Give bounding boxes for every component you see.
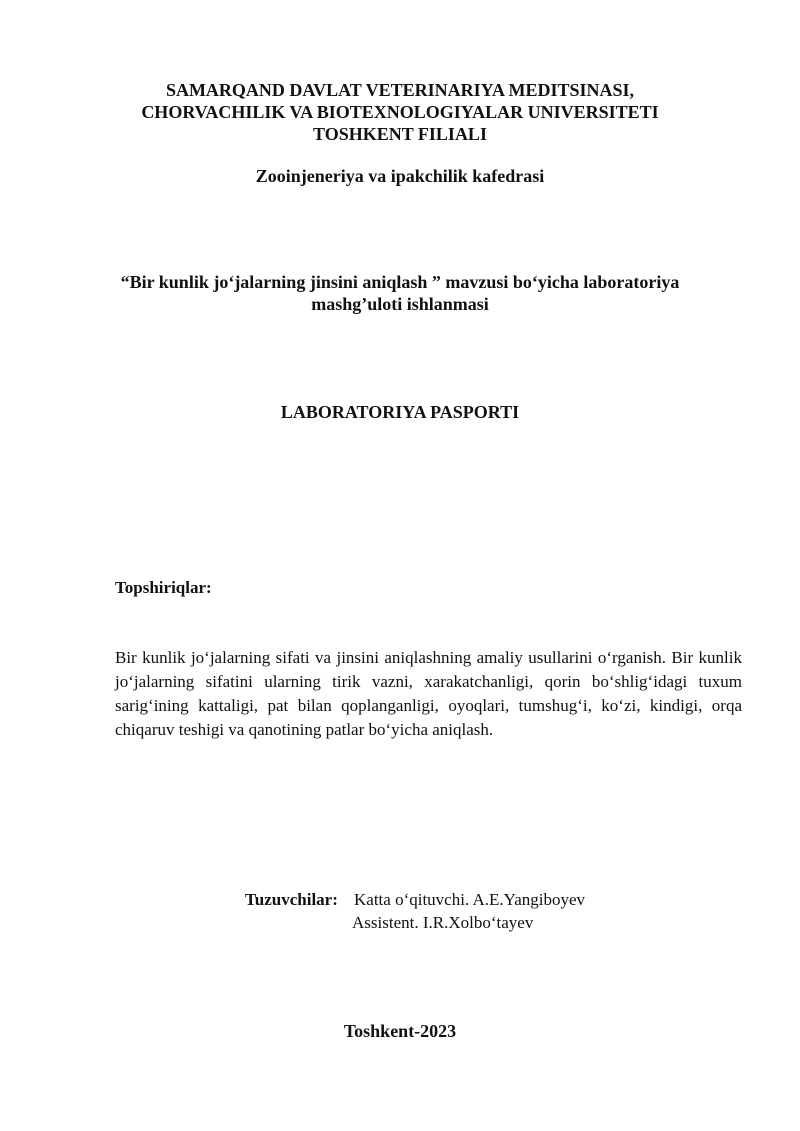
tasks-body: Bir kunlik jo‘jalarning sifati va jinsini aniqlashning amaliy usullarini o‘rganish. Bir kunlik jo‘jalarning sifatini ularning tirik vazni, xarakatchanligi, qorin bo‘shlig‘idagi tuxum sarig‘ining kattaligi, pat bilan qoplanganligi, oyoqlari, tumshug‘i, ko‘zi, kindigi, orqa chiqaruv teshigi va qanotining patlar bo‘yicha aniqlash. bbox=[115, 648, 742, 739]
topic-title bbox=[0, 271, 800, 315]
university-name bbox=[0, 79, 800, 145]
footer-place-year: Toshkent-2023 bbox=[343, 1021, 457, 1041]
author-2: Assistent. I.R.Xolbo‘tayev bbox=[352, 913, 534, 932]
university-line-3: TOSHKENT FILIALI bbox=[313, 124, 487, 144]
university-line-1: SAMARQAND DAVLAT VETERINARIYA MEDITSINASI, bbox=[165, 80, 635, 100]
authors-label: Tuzuvchilar: bbox=[245, 890, 338, 909]
university-line-2: CHORVACHILIK VA BIOTEXNOLOGIYALAR UNIVERSITETI bbox=[141, 102, 659, 122]
topic-line-2: mashg’uloti ishlanmasi bbox=[311, 294, 489, 314]
document-title: LABORATORIYA PASPORTI bbox=[280, 402, 520, 422]
department-name: Zooinjeneriya va ipakchilik kafedrasi bbox=[255, 166, 545, 186]
author-1: Katta o‘qituvchi. A.E.Yangiboyev bbox=[354, 890, 586, 909]
tasks-heading: Topshiriqlar: bbox=[115, 578, 212, 597]
topic-line-1: “Bir kunlik jo‘jalarning jinsini aniqlash ” mavzusi bo‘yicha laboratoriya bbox=[120, 272, 680, 292]
